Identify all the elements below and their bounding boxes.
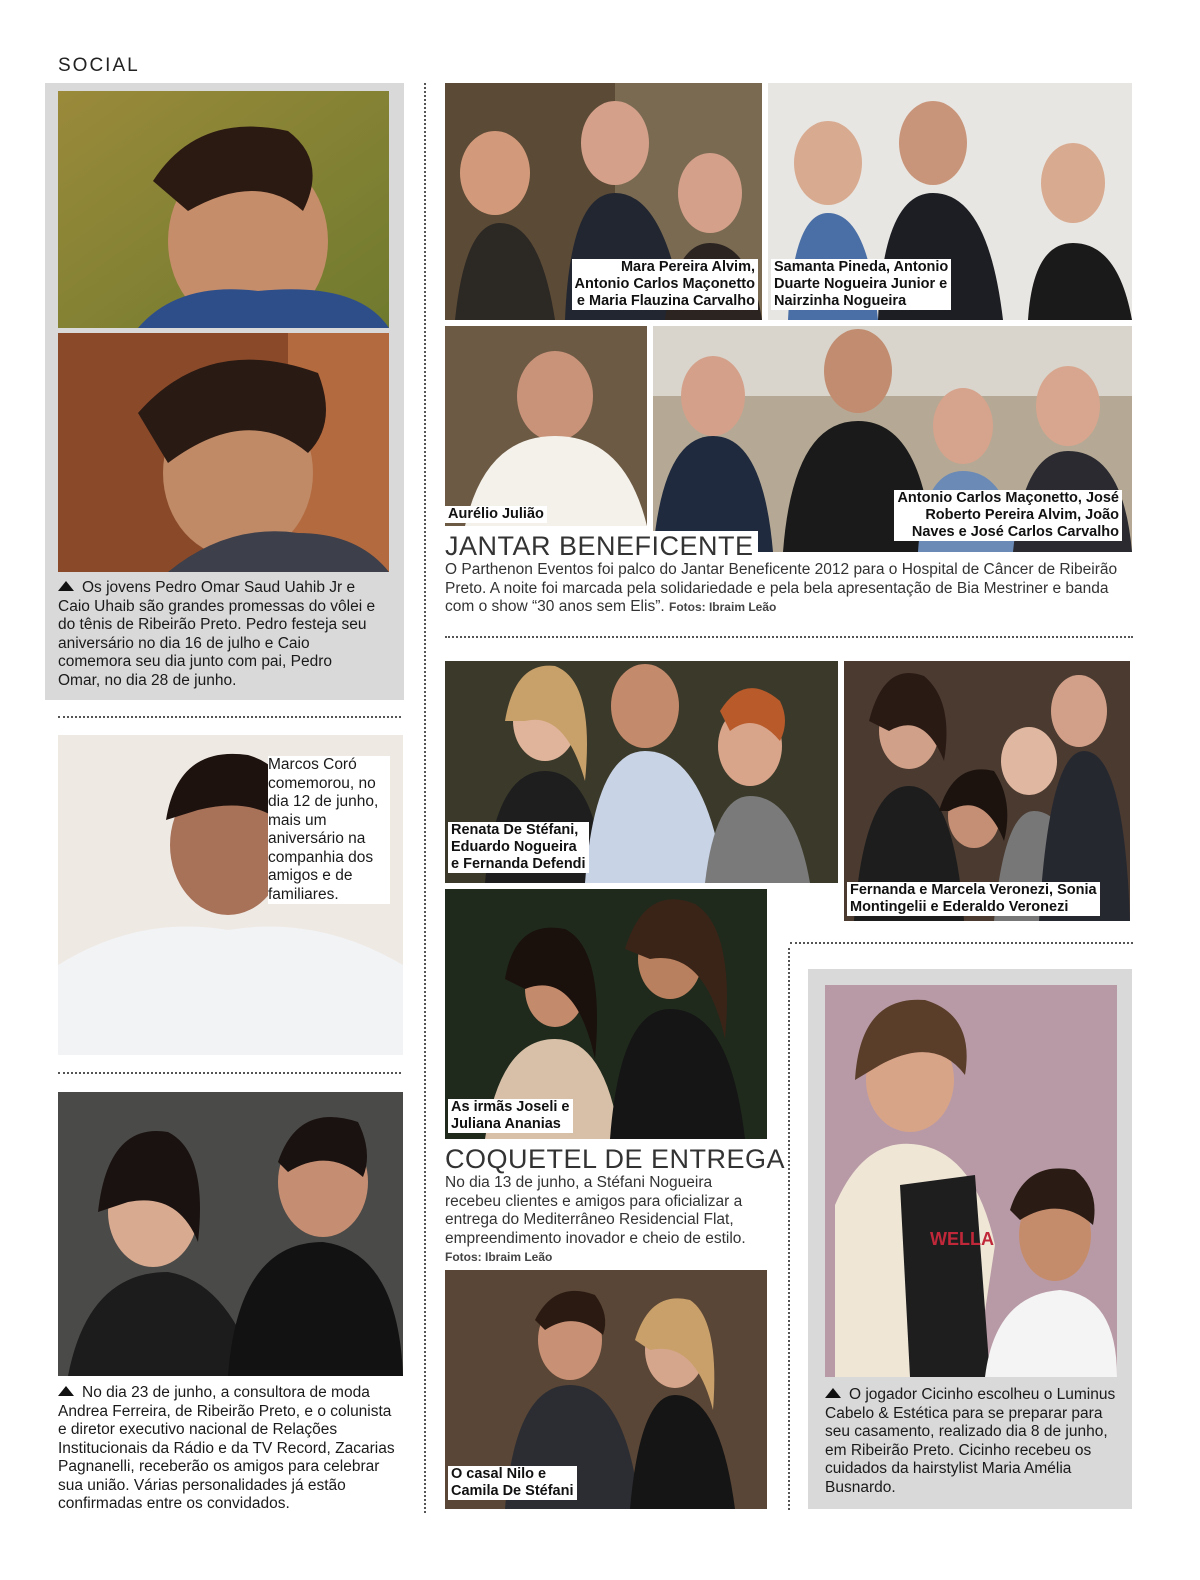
andrea-caption [58,1384,403,1514]
teens-caption [58,579,378,690]
caption-aurelio-juliao: Aurélio Julião [445,506,547,523]
arrow-up-icon [825,1388,841,1398]
wella-logo: WELLA [930,1229,994,1249]
photo-pedro-omar [58,91,389,328]
caption-mara-antonio-maria: Mara Pereira Alvim, Antonio Carlos Maçonetto e Maria Flauzina Carvalho [572,259,758,310]
coquetel-body-text: No dia 13 de junho, a Stéfani Nogueira recebeu clientes e amigos para oficializar a entrega do Mediterrâneo Residencial Flat, empreendimento inovador e cheio de estilo. [445,1174,746,1247]
cicinho-caption [825,1386,1123,1497]
jantar-title: JANTAR BENEFICENTE [445,531,758,562]
andrea-caption-text: No dia 23 de junho, a consultora de moda Andrea Ferreira, de Ribeirão Preto, e o colunista e diretor executivo nacional de Relações Institucionais da Rádio e da TV Record, Zacarias Pagnanelli, receberão os amigos para celebrar sua união. Várias personalidades já estão confirmadas entre os convidados. [58,1384,395,1512]
caption-renata-eduardo-fernanda: Renata De Stéfani, Eduardo Nogueira e Fernanda Defendi [448,822,589,873]
separator [790,942,1133,944]
photo-andrea-zacarias [58,1092,403,1376]
coquetel-title: COQUETEL DE ENTREGA [445,1144,786,1174]
arrow-up-icon [58,581,74,591]
jantar-body-text: O Parthenon Eventos foi palco do Jantar Beneficente 2012 para o Hospital de Câncer de Ribeirão Preto. A noite foi marcada pela solidariedade e pela bela apresentação de Bia Mestriner e banda com o show “30 anos sem Elis”. [445,561,1118,615]
caption-joseli-juliana: As irmãs Joseli e Juliana Ananias [448,1099,573,1133]
arrow-up-icon [58,1386,74,1396]
caption-veronezi-family: Fernanda e Marcela Veronezi, Sonia Montingelii e Ederaldo Veronezi [847,882,1100,916]
photo-caio-uhaib [58,333,389,572]
marcos-caption: Marcos Coró comemorou, no dia 12 de junho, mais um aniversário na companhia dos amigos e de familiares. [268,756,390,904]
column-separator [424,83,426,1513]
jantar-body [445,561,1125,617]
caption-four-men: Antonio Carlos Maçonetto, José Roberto Pereira Alvim, João Naves e José Carlos Carvalho [894,490,1122,541]
coquetel-body [445,1174,767,1267]
teens-caption-text: Os jovens Pedro Omar Saud Uahib Jr e Caio Uhaib são grandes promessas do vôlei e do tênis de Ribeirão Preto. Pedro festeja seu aniversário no dia 16 de julho e Caio comemora seu dia junto com pai, Pedro Omar, no dia 28 de junho. [58,579,376,689]
separator [445,636,1133,638]
caption-nilo-camila: O casal Nilo e Camila De Stéfani [448,1466,577,1500]
caption-samanta-antonio-nairzinha: Samanta Pineda, Antonio Duarte Nogueira Junior e Nairzinha Nogueira [771,259,951,310]
separator [58,716,401,718]
section-title: SOCIAL [58,55,140,76]
separator [58,1072,401,1074]
cicinho-caption-text: O jogador Cicinho escolheu o Luminus Cabelo & Estética para se preparar para seu casamento, realizado dia 8 de junho, em Ribeirão Preto. Cicinho recebeu os cuidados da hairstylist Maria Amélia Busnardo. [825,1386,1116,1496]
photo-aurelio-juliao [445,326,647,526]
photo-cicinho-hairstylist [825,985,1117,1377]
coquetel-photo-credit: Fotos: Ibraim Leão [445,1250,553,1264]
column-separator [788,948,790,1510]
jantar-photo-credit: Fotos: Ibraim Leão [668,600,777,614]
